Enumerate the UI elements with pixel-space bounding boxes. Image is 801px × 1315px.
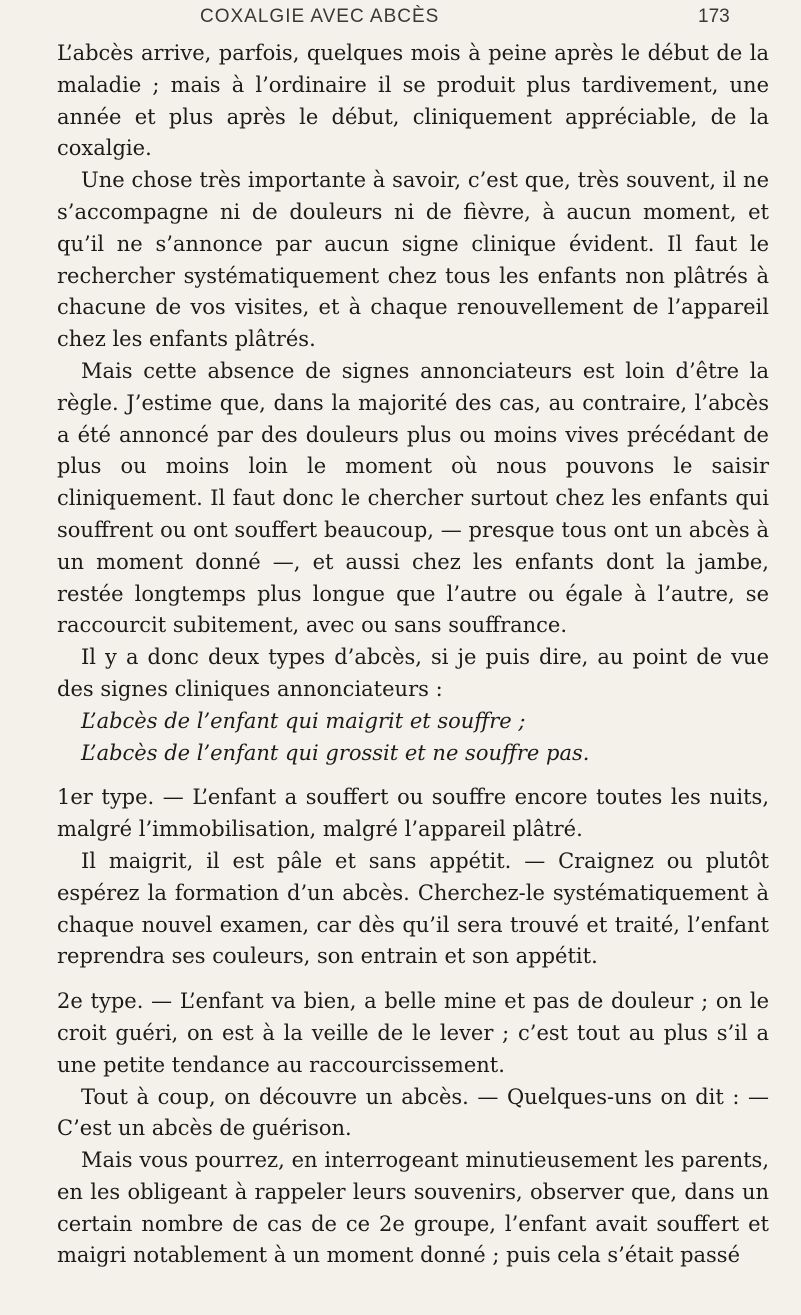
paragraph: Il y a donc deux types d’abcès, si je puis dire, au point de vue des signes cliniques annonciateurs : <box>57 645 769 701</box>
paragraph: Mais vous pourrez, en interrogeant minutieusement les parents, en les obligeant à rappeler leurs souvenirs, observer que, dans un certain nombre de cas de ce 2e groupe, l’enfant avait souffert et maigri notablement à un moment donné ; puis cela s’était passé <box>57 1148 769 1268</box>
type-1-heading-paragraph: 1er type. — L’enfant a souffert ou souffre encore toutes les nuits, malgré l’immobilisation, malgré l’appareil plâtré. <box>57 785 769 842</box>
body-text <box>57 38 769 1272</box>
abscess-type-1-line: L’abcès de l’enfant qui maigrit et souffre ; <box>81 708 526 733</box>
paragraph: Mais cette absence de signes annonciateurs est loin d’être la règle. J’estime que, dans la majorité des cas, au contraire, l’abcès a été annoncé par des douleurs plus ou moins vives précédant de plus ou moins loin le moment où nous pouvons le saisir cliniquement. Il faut donc le chercher surtout chez les enfants qui souffrent ou ont souffert beaucoup, — presque tous ont un abcès à un moment donné —, et aussi chez les enfants dont la jambe, restée longtemps plus longue que l’autre ou égale à l’autre, se raccourcit subitement, avec ou sans souffrance. <box>57 358 769 638</box>
type-2-heading-paragraph: 2e type. — L’enfant va bien, a belle mine et pas de douleur ; on le croit guéri, on est à la veille de le lever ; c’est tout au plus s’il a une petite tendance au raccourcissement. <box>57 989 769 1077</box>
abscess-type-2-line: L’abcès de l’enfant qui grossit et ne souffre pas. <box>81 740 590 765</box>
paragraph: Une chose très importante à savoir, c’est que, très souvent, il ne s’accompagne ni de douleurs ni de fièvre, à aucun moment, et qu’il ne s’annonce par aucun signe clinique évident. Il faut le rechercher systématiquement chez tous les enfants non plâtrés à chacune de vos visites, et à chaque renouvellement de l’appareil chez les enfants plâtrés. <box>57 168 769 352</box>
paragraph: L’abcès arrive, parfois, quelques mois à peine après le début de la maladie ; mais à l’ordinaire il se produit plus tardivement, une année et plus après le début, cliniquement appréciable, de la coxalgie. <box>57 41 769 161</box>
page-number: 173 <box>698 6 730 27</box>
paragraph: Il maigrit, il est pâle et sans appétit. — Craignez ou plutôt espérez la formation d’un abcès. Cherchez-le systématiquement à chaque nouvel examen, car dès qu’il sera trouvé et traité, l’enfant reprendra ses couleurs, son entrain et son appétit. <box>57 848 769 969</box>
paragraph: Tout à coup, on découvre un abcès. — Quelques-uns on dit : — C’est un abcès de guérison. <box>57 1084 769 1141</box>
running-head: COXALGIE AVEC ABCÈS <box>200 6 440 27</box>
page-header <box>0 6 801 36</box>
